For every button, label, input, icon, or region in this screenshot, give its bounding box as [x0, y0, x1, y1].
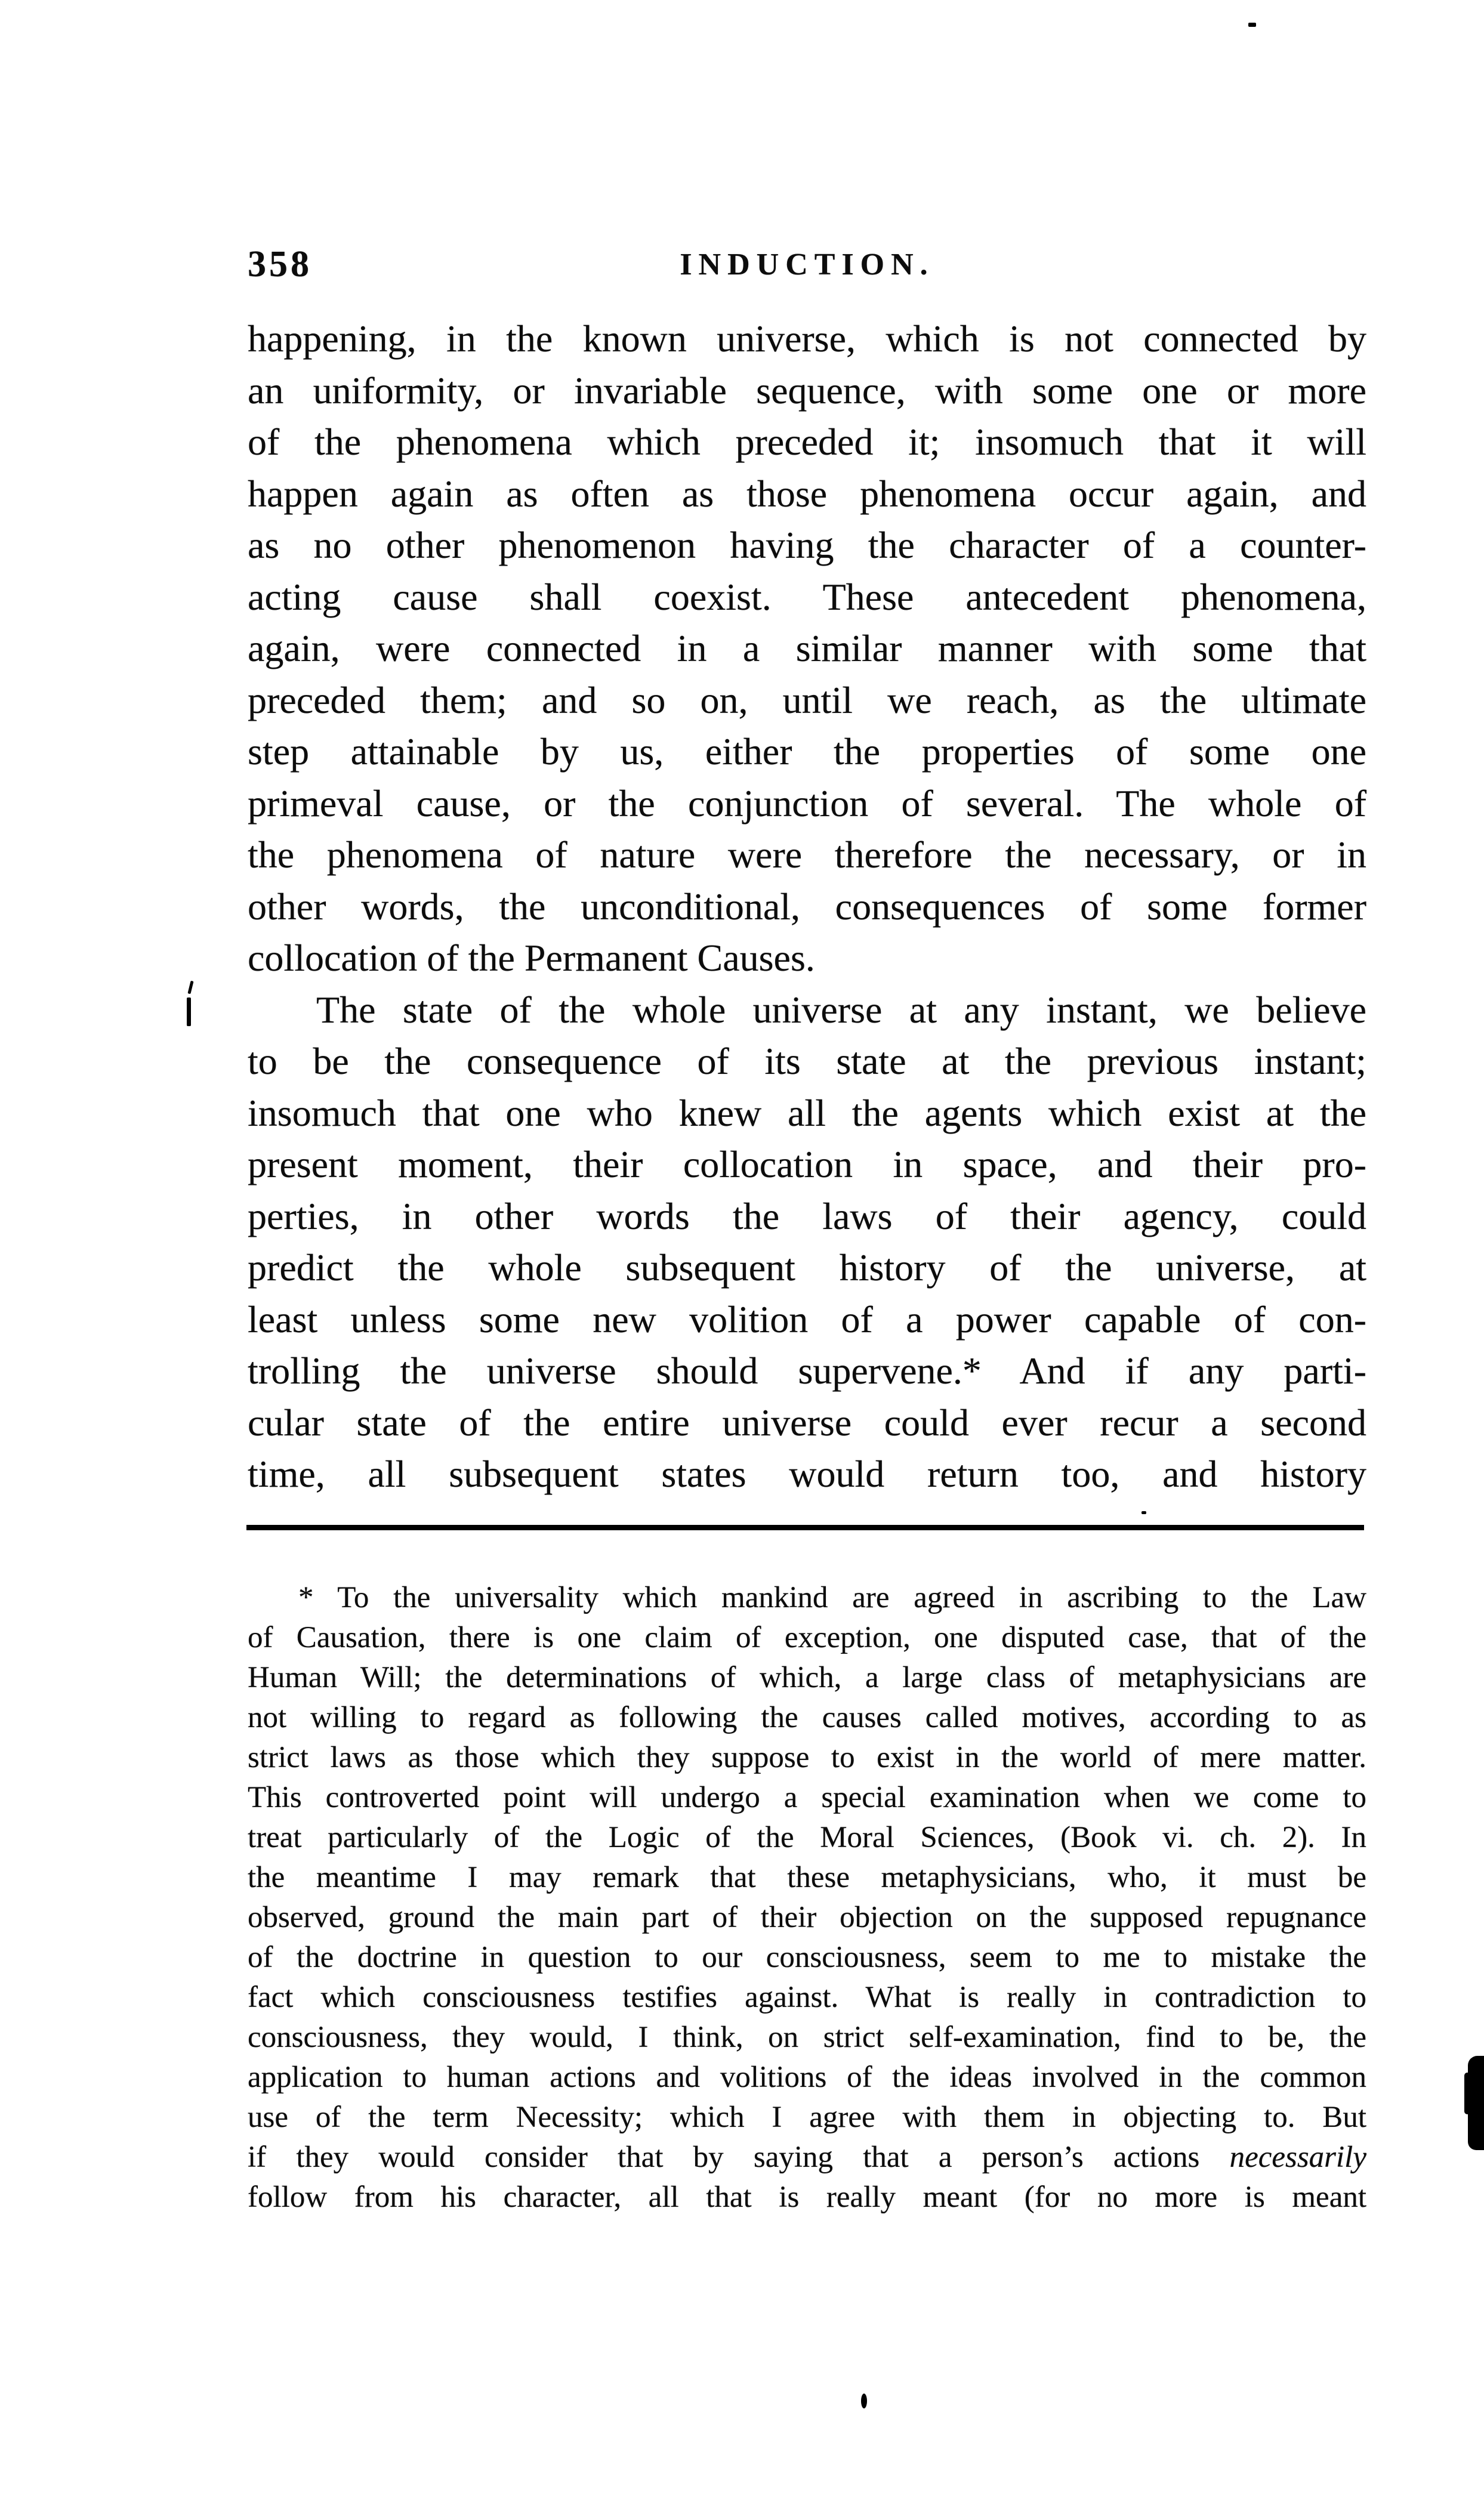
footnote-text-line [248, 2138, 1366, 2178]
body-text-line [248, 1449, 1366, 1500]
text-segment: strict laws as those which they suppose to exist in the world of mere matter. [248, 1741, 1366, 1774]
body-text-line [248, 1088, 1366, 1139]
text-segment: observed, ground the main part of their objection on the supposed repugnance [248, 1901, 1366, 1934]
footnote-block [248, 1578, 1366, 2218]
text-segment: time, all subsequent states would return too, and history [248, 1453, 1366, 1495]
body-text-line [248, 468, 1366, 520]
text-segment: primeval cause, or the conjunction of several. The whole of [248, 782, 1366, 824]
text-segment: consciousness, they would, I think, on strict self-examination, find to be, the [248, 2021, 1366, 2054]
text-segment: as no other phenomenon having the character of a counter- [248, 524, 1366, 566]
body-text-line [248, 881, 1366, 933]
scan-artifact-margin-tick-lower [187, 998, 191, 1026]
text-segment: again, were connected in a similar manner with some that [248, 627, 1366, 669]
text-segment: the phenomena of nature were therefore the necessary, or in [248, 833, 1366, 876]
page-number: 358 [248, 244, 312, 285]
scan-artifact-right-edge-ink-blob [1468, 2056, 1484, 2150]
body-text-line [248, 1397, 1366, 1449]
text-segment: predict the whole subsequent history of the universe, at [248, 1246, 1366, 1289]
text-segment: the meantime I may remark that these metaphysicians, who, it must be [248, 1861, 1366, 1894]
text-segment: This controverted point will undergo a special examination when we come to [248, 1781, 1366, 1814]
body-text-line [248, 932, 1366, 984]
body-text-line [248, 984, 1366, 1036]
text-segment: collocation of the Permanent Causes. [248, 937, 815, 979]
footnote-text-line [248, 1618, 1366, 1658]
footnote-text-line [248, 2178, 1366, 2218]
text-segment: * To the universality which mankind are agreed in ascribing to the Law [298, 1581, 1366, 1614]
text-segment: happen again as often as those phenomena occur again, and [248, 472, 1366, 515]
text-segment: application to human actions and volitions of the ideas involved in the common [248, 2061, 1366, 2094]
running-head: INDUCTION. [680, 248, 934, 282]
scan-artifact-bottom-dot [861, 2394, 867, 2408]
text-segment: to be the consequence of its state at the previous instant; [248, 1040, 1366, 1082]
body-text-line [248, 1242, 1366, 1294]
footnote-text-line [248, 1938, 1366, 1978]
text-segment: fact which consciousness testifies against. What is really in contradiction to [248, 1981, 1366, 2014]
text-segment: other words, the unconditional, consequences of some former [248, 885, 1366, 928]
body-text-line [248, 1294, 1366, 1346]
body-text-line [248, 778, 1366, 830]
body-text-line [248, 1191, 1366, 1243]
body-text-line [248, 416, 1366, 468]
text-segment: treat particularly of the Logic of the Moral Sciences, (Book vi. ch. 2). In [248, 1821, 1366, 1854]
text-segment: trolling the universe should supervene.* And if any parti- [248, 1349, 1366, 1392]
footnote-text-line [248, 1698, 1366, 1738]
body-text-line [248, 365, 1366, 417]
text-segment: present moment, their collocation in space, and their pro- [248, 1143, 1366, 1185]
footnote-text-line [248, 2018, 1366, 2058]
page-header [248, 243, 1366, 291]
body-text-line [248, 829, 1366, 881]
body-text-line [248, 675, 1366, 727]
footnote-text-line [248, 2098, 1366, 2138]
text-segment: an uniformity, or invariable sequence, with some one or more [248, 369, 1366, 412]
footnote-separator-rule [246, 1525, 1364, 1530]
text-segment: if they would consider that by saying that a person’s actions [248, 2141, 1230, 2174]
footnote-text-line [248, 1858, 1366, 1898]
body-text-line [248, 313, 1366, 365]
main-text-block [248, 313, 1366, 1500]
text-segment: use of the term Necessity; which I agree with them in objecting to. But [248, 2101, 1366, 2134]
text-segment: preceded them; and so on, until we reach, as the ultimate [248, 678, 1366, 721]
footnote-text-line [248, 1738, 1366, 1778]
text-segment: of the doctrine in question to our consciousness, seem to me to mistake the [248, 1941, 1366, 1974]
text-segment: not willing to regard as following the causes called motives, according to as [248, 1701, 1366, 1734]
text-segment: perties, in other words the laws of their agency, could [248, 1194, 1366, 1237]
text-segment: Human Will; the determinations of which, a large class of metaphysicians are [248, 1661, 1366, 1694]
text-segment: step attainable by us, either the properties of some one [248, 730, 1366, 773]
text-segment: least unless some new volition of a power capable of con- [248, 1298, 1366, 1341]
scan-artifact-top-right-speck [1248, 23, 1256, 27]
body-text-line [248, 572, 1366, 623]
text-segment: cular state of the entire universe could ever recur a second [248, 1401, 1366, 1444]
text-segment: of Causation, there is one claim of exception, one disputed case, that of the [248, 1621, 1366, 1654]
scan-artifact-above-rule-speck [1141, 1511, 1146, 1514]
body-text-line [248, 623, 1366, 675]
body-text-line [248, 726, 1366, 778]
text-segment: happening, in the known universe, which is not connected by [248, 317, 1366, 360]
text-segment: of the phenomena which preceded it; insomuch that it will [248, 421, 1366, 463]
footnote-text-line [248, 1778, 1366, 1818]
italic-text-segment: necessarily [1229, 2141, 1366, 2174]
text-segment: insomuch that one who knew all the agents which exist at the [248, 1091, 1366, 1134]
footnote-text-line [248, 1898, 1366, 1938]
footnote-text-line [248, 2058, 1366, 2098]
text-segment: acting cause shall coexist. These antecedent phenomena, [248, 575, 1366, 618]
text-segment: follow from his character, all that is really meant (for no more is meant [248, 2181, 1366, 2214]
body-text-line [248, 1345, 1366, 1397]
footnote-text-line [248, 1658, 1366, 1698]
footnote-text-line [248, 1578, 1366, 1618]
scan-artifact-margin-tick-upper [187, 981, 193, 995]
body-text-line [248, 1139, 1366, 1191]
body-text-line [248, 1036, 1366, 1088]
footnote-text-line [248, 1978, 1366, 2018]
text-segment: The state of the whole universe at any instant, we believe [316, 988, 1366, 1031]
footnote-text-line [248, 1818, 1366, 1858]
body-text-line [248, 520, 1366, 572]
